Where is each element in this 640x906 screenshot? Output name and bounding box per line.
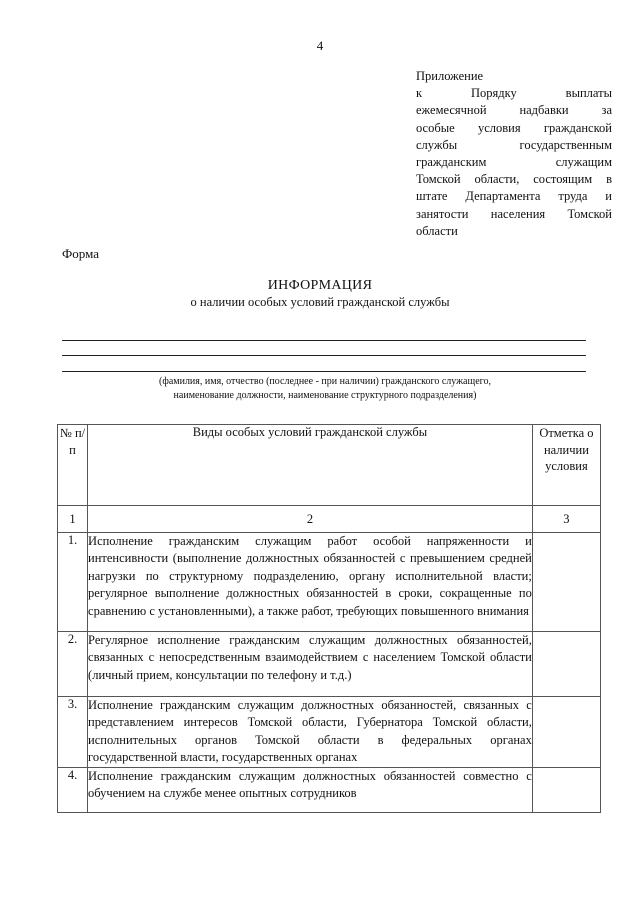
- table-header-row: [58, 425, 601, 506]
- appendix-line: ежемесячной надбавки за: [416, 103, 612, 118]
- fill-in-line[interactable]: [62, 340, 586, 341]
- appendix-line: службы государственным: [416, 137, 612, 152]
- row-mark-cell[interactable]: [532, 767, 600, 812]
- fill-in-line[interactable]: [62, 355, 586, 356]
- row-condition-text: Исполнение гражданским служащим должностных обязанностей совместно с обучением на службе менее опытных сотрудников: [88, 767, 533, 812]
- fill-in-line[interactable]: [62, 371, 586, 372]
- row-condition-text: Регулярное исполнение гражданским служащим должностных обязанностей, связанных с непосредственным взаимодействием с населением Томской области (личный прием, консультации по телефону и т.д.): [88, 632, 533, 697]
- table-row: [58, 697, 601, 768]
- appendix-line: Приложение: [416, 69, 484, 83]
- column-index: 3: [532, 506, 600, 533]
- table-row: [58, 533, 601, 632]
- row-number: 1.: [58, 533, 88, 632]
- column-index-row: [58, 506, 601, 533]
- table-row: [58, 632, 601, 697]
- document-title: ИНФОРМАЦИЯ: [267, 278, 373, 293]
- row-condition-text: Исполнение гражданским служащим работ особой напряженности и интенсивности (выполнение должностных обязанностей с превышением средней нагрузки по структурному подразделению, органу исполнительной власти; регулярное выполнение должностных обязанностей в сроки, сокращенные по сравнению с установленными), а также работ, требующих повышенного внимания: [88, 533, 533, 632]
- page-number: 4: [316, 38, 324, 53]
- row-mark-cell[interactable]: [532, 533, 600, 632]
- column-index: 2: [88, 506, 533, 533]
- document-subtitle: о наличии особых условий гражданской службы: [190, 295, 450, 309]
- table-row: [58, 767, 601, 812]
- header-mark: Отметка о наличии условия: [532, 425, 600, 506]
- appendix-line: занятости населения Томской: [416, 206, 612, 221]
- row-number: 4.: [58, 767, 88, 812]
- form-label: Форма: [62, 246, 99, 261]
- row-number: 3.: [58, 697, 88, 768]
- header-number: № п/п: [58, 425, 88, 506]
- fill-in-caption: (фамилия, имя, отчество (последнее - при наличии) гражданского служащего, наименование должности, наименование структурного подразделения): [159, 376, 491, 401]
- header-conditions: Виды особых условий гражданской службы: [88, 425, 533, 506]
- row-mark-cell[interactable]: [532, 697, 600, 768]
- appendix-block: [416, 68, 612, 240]
- appendix-line: к Порядку выплаты: [416, 86, 612, 101]
- conditions-table: [57, 424, 601, 813]
- appendix-line: гражданским служащим: [416, 155, 612, 170]
- column-index: 1: [58, 506, 88, 533]
- appendix-line: области: [416, 223, 458, 238]
- row-mark-cell[interactable]: [532, 632, 600, 697]
- appendix-line: особые условия гражданской: [416, 120, 612, 135]
- appendix-line: штате Департамента труда и: [416, 189, 612, 204]
- row-condition-text: Исполнение гражданским служащим должностных обязанностей, связанных с представлением интересов Томской области, Губернатора Томской области, исполнительных органов Томской области в федеральных органах государственной власти, государственных органах: [88, 697, 533, 768]
- appendix-line: Томской области, состоящим в: [416, 172, 612, 187]
- row-number: 2.: [58, 632, 88, 697]
